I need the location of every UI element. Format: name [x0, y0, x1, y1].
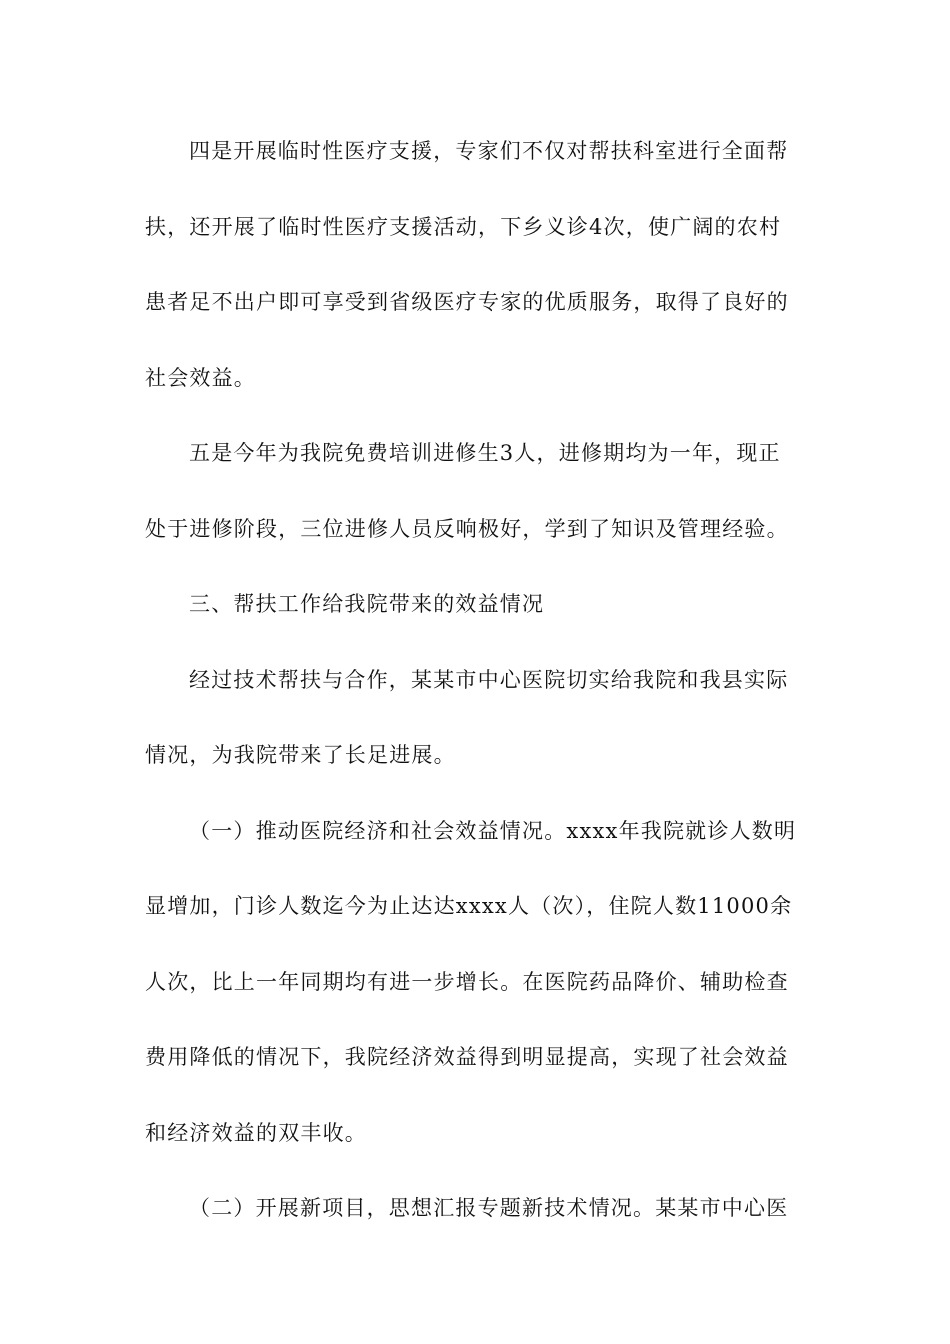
paragraph-line: 四是开展临时性医疗支援，专家们不仅对帮扶科室进行全面帮	[189, 139, 789, 163]
paragraph-line: 患者足不出户即可享受到省级医疗专家的优质服务，取得了良好的	[145, 290, 789, 314]
paragraph-line: 人次，比上一年同期均有进一步增长。在医院药品降价、辅助检查	[145, 969, 789, 994]
paragraph-line: 情况，为我院带来了长足进展。	[145, 743, 456, 767]
paragraph-line: （一）推动医院经济和社会效益情况。xxxx年我院就诊人数明	[189, 818, 797, 843]
paragraph-line: 和经济效益的双丰收。	[145, 1120, 367, 1145]
paragraph-line: 费用降低的情况下，我院经济效益得到明显提高，实现了社会效益	[145, 1045, 789, 1069]
paragraph-line: 显增加，门诊人数迄今为止达达xxxx人（次），住院人数11000余	[145, 894, 793, 918]
paragraph-line: 社会效益。	[145, 365, 256, 390]
document-body	[145, 125, 805, 1258]
paragraph-line: 扶，还开展了临时性医疗支援活动，下乡义诊4次，使广阔的农村	[145, 214, 782, 239]
section-heading: 三、帮扶工作给我院带来的效益情况	[189, 592, 545, 616]
paragraph-line: 五是今年为我院免费培训进修生3人，进修期均为一年，现正	[189, 441, 781, 465]
paragraph-line: 处于进修阶段，三位进修人员反响极好，学到了知识及管理经验。	[145, 516, 789, 541]
paragraph-line: 经过技术帮扶与合作，某某市中心医院切实给我院和我县实际	[189, 667, 789, 692]
paragraph-line: （二）开展新项目，思想汇报专题新技术情况。某某市中心医	[189, 1196, 789, 1220]
